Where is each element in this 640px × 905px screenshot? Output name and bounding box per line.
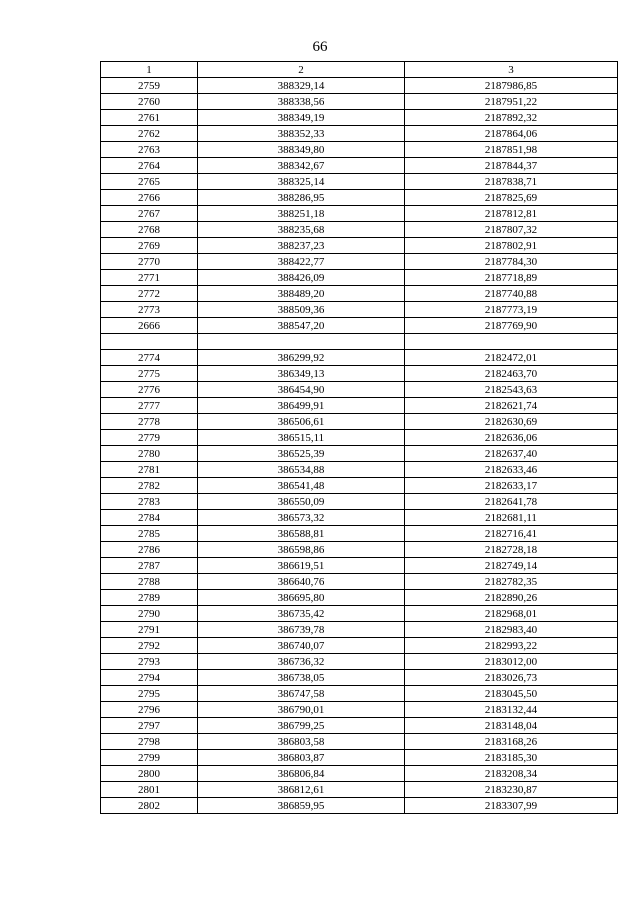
table-cell-col-3: 2183230,87 <box>405 782 618 798</box>
table-cell-col-2: 388342,67 <box>198 158 405 174</box>
table-cell-col-2: 386454,90 <box>198 382 405 398</box>
table-cell-col-3: 2183012,00 <box>405 654 618 670</box>
table-cell-col-1: 2771 <box>101 270 198 286</box>
table-cell-col-1: 2779 <box>101 430 198 446</box>
table-cell-col-1: 2796 <box>101 702 198 718</box>
table-cell-col-2: 386541,48 <box>198 478 405 494</box>
table-cell-col-3: 2182543,63 <box>405 382 618 398</box>
table-cell-col-2: 388352,33 <box>198 126 405 142</box>
table-cell-col-3: 2187769,90 <box>405 318 618 334</box>
table-row <box>101 670 618 686</box>
table-cell-col-2: 388325,14 <box>198 174 405 190</box>
table-row <box>101 222 618 238</box>
table-cell-col-3: 2182782,35 <box>405 574 618 590</box>
table-row <box>101 78 618 94</box>
table-cell-col-3: 2187825,69 <box>405 190 618 206</box>
table-cell-col-1: 2775 <box>101 366 198 382</box>
table-cell-col-3: 2182716,41 <box>405 526 618 542</box>
table-row <box>101 622 618 638</box>
table-cell-col-1: 2787 <box>101 558 198 574</box>
table-cell-col-1: 2768 <box>101 222 198 238</box>
table-row <box>101 702 618 718</box>
table-row <box>101 398 618 414</box>
table-row <box>101 526 618 542</box>
table-row <box>101 238 618 254</box>
table-row <box>101 686 618 702</box>
table-row <box>101 542 618 558</box>
table-cell-col-3: 2182621,74 <box>405 398 618 414</box>
table-row <box>101 366 618 382</box>
table-cell-col-1: 2780 <box>101 446 198 462</box>
table-cell-col-1: 2801 <box>101 782 198 798</box>
table-cell-col-2: 388349,19 <box>198 110 405 126</box>
table-cell-col-3: 2182472,01 <box>405 350 618 366</box>
table-cell-col-3: 2182983,40 <box>405 622 618 638</box>
table-cell-col-2: 386550,09 <box>198 494 405 510</box>
column-header-2: 2 <box>198 62 405 78</box>
table-cell-col-1: 2795 <box>101 686 198 702</box>
table-cell-col-1: 2770 <box>101 254 198 270</box>
table-cell-col-2: 386739,78 <box>198 622 405 638</box>
table-cell-col-3 <box>405 334 618 350</box>
table-cell-col-3: 2182630,69 <box>405 414 618 430</box>
table-row <box>101 318 618 334</box>
table-cell-col-1: 2764 <box>101 158 198 174</box>
table-cell-col-2: 386806,84 <box>198 766 405 782</box>
table-cell-col-2: 388422,77 <box>198 254 405 270</box>
table-row <box>101 414 618 430</box>
table-row <box>101 446 618 462</box>
table-cell-col-1: 2769 <box>101 238 198 254</box>
table-cell-col-2: 386299,92 <box>198 350 405 366</box>
table-row <box>101 478 618 494</box>
table-cell-col-2: 386740,07 <box>198 638 405 654</box>
table-cell-col-3: 2182463,70 <box>405 366 618 382</box>
table-cell-col-1: 2772 <box>101 286 198 302</box>
table-cell-col-2: 386695,80 <box>198 590 405 606</box>
table-cell-col-2: 388426,09 <box>198 270 405 286</box>
table-cell-col-2: 388286,95 <box>198 190 405 206</box>
table-row <box>101 510 618 526</box>
table-cell-col-3: 2187740,88 <box>405 286 618 302</box>
table-row <box>101 558 618 574</box>
table-cell-col-2: 388489,20 <box>198 286 405 302</box>
table-cell-col-1: 2776 <box>101 382 198 398</box>
table-cell-col-2: 386349,13 <box>198 366 405 382</box>
table-cell-col-1: 2777 <box>101 398 198 414</box>
table-row <box>101 126 618 142</box>
table-cell-col-3: 2182890,26 <box>405 590 618 606</box>
table-row <box>101 654 618 670</box>
table-row <box>101 766 618 782</box>
table-cell-col-3: 2182749,14 <box>405 558 618 574</box>
table-cell-col-1: 2773 <box>101 302 198 318</box>
table-cell-col-3: 2182681,11 <box>405 510 618 526</box>
table-cell-col-3: 2182728,18 <box>405 542 618 558</box>
table-row <box>101 382 618 398</box>
table-cell-col-2: 386573,32 <box>198 510 405 526</box>
table-cell-col-1: 2783 <box>101 494 198 510</box>
table-cell-col-1: 2766 <box>101 190 198 206</box>
table-cell-col-1: 2760 <box>101 94 198 110</box>
table-cell-col-3: 2187951,22 <box>405 94 618 110</box>
table-cell-col-3: 2182641,78 <box>405 494 618 510</box>
table-row <box>101 750 618 766</box>
table-cell-col-2: 388237,23 <box>198 238 405 254</box>
table-cell-col-1: 2790 <box>101 606 198 622</box>
table-row <box>101 734 618 750</box>
table-row <box>101 94 618 110</box>
table-row <box>101 718 618 734</box>
table-cell-col-2: 386736,32 <box>198 654 405 670</box>
table-row <box>101 606 618 622</box>
table-cell-col-3: 2187807,32 <box>405 222 618 238</box>
table-cell-col-3: 2187986,85 <box>405 78 618 94</box>
table-body <box>101 78 618 814</box>
table-row <box>101 782 618 798</box>
table-cell-col-1: 2802 <box>101 798 198 814</box>
table-cell-col-1: 2791 <box>101 622 198 638</box>
table-cell-col-1: 2798 <box>101 734 198 750</box>
table-cell-col-3: 2187718,89 <box>405 270 618 286</box>
table-cell-col-2: 386525,39 <box>198 446 405 462</box>
table-cell-col-1: 2782 <box>101 478 198 494</box>
table-row <box>101 430 618 446</box>
table-cell-col-2: 386588,81 <box>198 526 405 542</box>
table-row <box>101 270 618 286</box>
table-row <box>101 206 618 222</box>
table-cell-col-1: 2781 <box>101 462 198 478</box>
table-cell-col-3: 2183208,34 <box>405 766 618 782</box>
table-row <box>101 142 618 158</box>
table-cell-col-2: 386619,51 <box>198 558 405 574</box>
table-cell-col-1: 2774 <box>101 350 198 366</box>
table-cell-col-3: 2182968,01 <box>405 606 618 622</box>
table-cell-col-3: 2183045,50 <box>405 686 618 702</box>
table-cell-col-3: 2182637,40 <box>405 446 618 462</box>
table-cell-col-2: 386506,61 <box>198 414 405 430</box>
table-cell-col-2: 386640,76 <box>198 574 405 590</box>
table-cell-col-1: 2800 <box>101 766 198 782</box>
table-cell-col-1: 2784 <box>101 510 198 526</box>
table-cell-col-1: 2761 <box>101 110 198 126</box>
table-cell-col-2: 388338,56 <box>198 94 405 110</box>
table-cell-col-2: 388251,18 <box>198 206 405 222</box>
table-cell-col-1: 2794 <box>101 670 198 686</box>
table-row <box>101 574 618 590</box>
coordinates-table <box>100 61 618 814</box>
table-cell-col-3: 2187892,32 <box>405 110 618 126</box>
page-number: 66 <box>312 39 328 55</box>
table-cell-col-2: 386790,01 <box>198 702 405 718</box>
table-cell-col-2: 386735,42 <box>198 606 405 622</box>
table-cell-col-3: 2183148,04 <box>405 718 618 734</box>
table-cell-col-2: 386803,87 <box>198 750 405 766</box>
table-cell-col-3: 2187784,30 <box>405 254 618 270</box>
table-cell-col-1: 2762 <box>101 126 198 142</box>
table-row <box>101 254 618 270</box>
table-cell-col-2: 386499,91 <box>198 398 405 414</box>
table-cell-col-3: 2183307,99 <box>405 798 618 814</box>
table-row <box>101 158 618 174</box>
table-cell-col-1: 2786 <box>101 542 198 558</box>
table-row <box>101 638 618 654</box>
table-cell-col-3: 2183132,44 <box>405 702 618 718</box>
table-cell-col-1: 2778 <box>101 414 198 430</box>
table-cell-col-2: 388349,80 <box>198 142 405 158</box>
table-cell-col-3: 2187851,98 <box>405 142 618 158</box>
table-cell-col-2: 388329,14 <box>198 78 405 94</box>
table-cell-col-3: 2187812,81 <box>405 206 618 222</box>
table-cell-col-3: 2183026,73 <box>405 670 618 686</box>
table-row <box>101 798 618 814</box>
table-row <box>101 590 618 606</box>
table-cell-col-3: 2182993,22 <box>405 638 618 654</box>
table-cell-col-2: 388509,36 <box>198 302 405 318</box>
table-cell-col-2: 386738,05 <box>198 670 405 686</box>
table-row <box>101 462 618 478</box>
table-row <box>101 190 618 206</box>
table-cell-col-2: 388235,68 <box>198 222 405 238</box>
table-cell-col-2: 386799,25 <box>198 718 405 734</box>
table-cell-col-1: 2799 <box>101 750 198 766</box>
table-cell-col-1: 2763 <box>101 142 198 158</box>
table-row <box>101 494 618 510</box>
column-header-3: 3 <box>405 62 618 78</box>
table-cell-col-1: 2789 <box>101 590 198 606</box>
table-cell-col-1: 2666 <box>101 318 198 334</box>
table-cell-col-2: 386598,86 <box>198 542 405 558</box>
table-cell-col-2: 386859,95 <box>198 798 405 814</box>
table-row <box>101 110 618 126</box>
table-cell-col-3: 2187802,91 <box>405 238 618 254</box>
table-row <box>101 286 618 302</box>
table-cell-col-3: 2187838,71 <box>405 174 618 190</box>
table-cell-col-3: 2182633,17 <box>405 478 618 494</box>
table-cell-col-2: 386812,61 <box>198 782 405 798</box>
table-row <box>101 350 618 366</box>
table-cell-col-1: 2765 <box>101 174 198 190</box>
table-cell-col-1: 2767 <box>101 206 198 222</box>
table-cell-col-1: 2785 <box>101 526 198 542</box>
table-cell-col-1: 2759 <box>101 78 198 94</box>
table-cell-col-2: 386515,11 <box>198 430 405 446</box>
table-cell-col-1: 2793 <box>101 654 198 670</box>
table-cell-col-3: 2183168,26 <box>405 734 618 750</box>
table-cell-col-1: 2797 <box>101 718 198 734</box>
column-header-1: 1 <box>101 62 198 78</box>
table-cell-col-3: 2182633,46 <box>405 462 618 478</box>
table-cell-col-3: 2183185,30 <box>405 750 618 766</box>
table-cell-col-2: 386803,58 <box>198 734 405 750</box>
table-header-row <box>101 62 618 78</box>
table-cell-col-2: 388547,20 <box>198 318 405 334</box>
table-cell-col-3: 2187844,37 <box>405 158 618 174</box>
table-cell-col-1: 2788 <box>101 574 198 590</box>
table-row <box>101 174 618 190</box>
table-cell-col-3: 2182636,06 <box>405 430 618 446</box>
table-cell-col-2: 386747,58 <box>198 686 405 702</box>
table-cell-col-2: 386534,88 <box>198 462 405 478</box>
table-row <box>101 302 618 318</box>
table-cell-col-2 <box>198 334 405 350</box>
table-cell-col-3: 2187773,19 <box>405 302 618 318</box>
table-cell-col-1: 2792 <box>101 638 198 654</box>
table-cell-col-3: 2187864,06 <box>405 126 618 142</box>
table-row <box>101 334 618 350</box>
table-cell-col-1 <box>101 334 198 350</box>
